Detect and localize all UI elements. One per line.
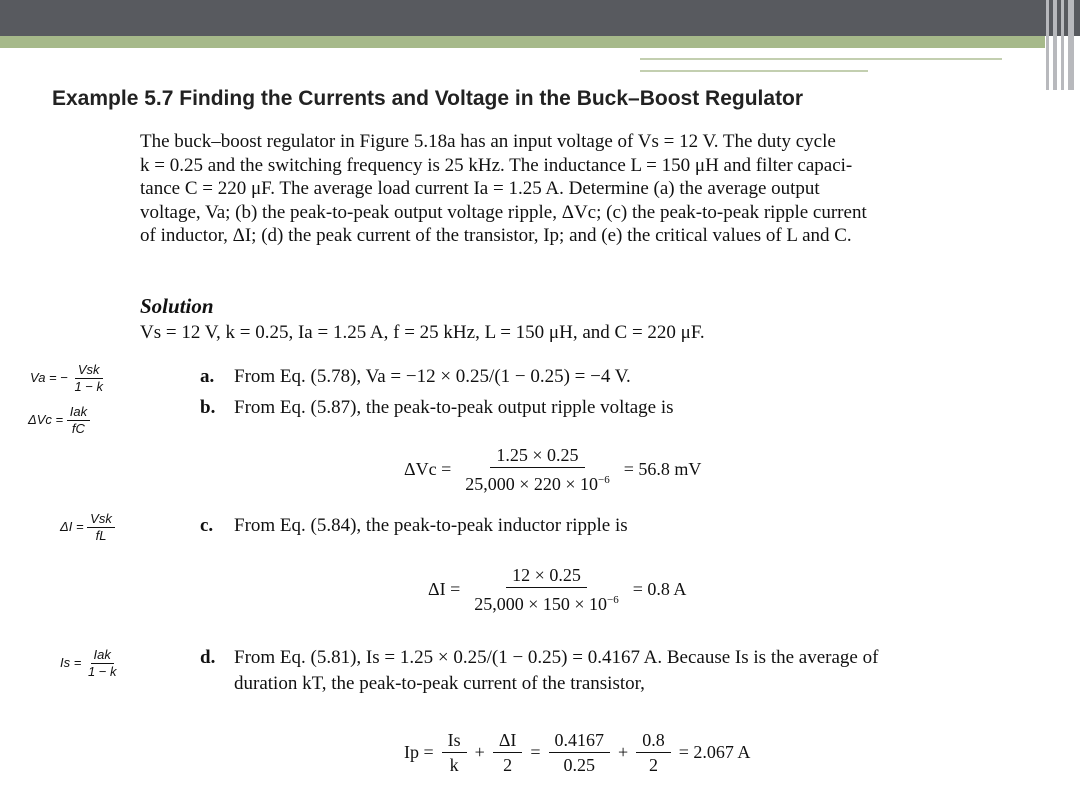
fraction: $\frac{Is}{k}$ — [442, 728, 467, 777]
eq-lhs: Ip = — [404, 742, 434, 762]
plus-sign: + — [474, 742, 485, 762]
problem-line: of inductor, ΔI; (d) the peak current of the transistor, Ip; and (e) the critical values of L and C. — [140, 225, 852, 246]
part-b — [200, 397, 674, 419]
ripple-voltage-equation — [400, 443, 705, 496]
problem-line: tance C = 220 μF. The average load current Ia = 1.25 A. Determine (a) the average output — [140, 178, 820, 199]
side-formula-dvc: ΔVc = $\frac{\text{Iak}}{fC}$ — [28, 404, 90, 437]
accent-line — [640, 58, 1002, 60]
part-a-text: From Eq. (5.78), Va = −12 × 0.25/(1 − 0.25) = −4 V. — [234, 366, 631, 387]
part-c — [200, 515, 628, 537]
denominator: $25,000 \times 220 \times 10^{-6}$ — [465, 474, 610, 494]
fraction: $\frac{\Delta I}{2}$ — [493, 728, 523, 777]
side-formula-is: Is = $\frac{\text{Iak}}{1 - k}$ — [60, 647, 117, 679]
denominator: $25,000 \times 150 \times 10^{-6}$ — [474, 594, 619, 614]
fraction: $\frac{0.4167}{0.25}$ — [549, 728, 611, 777]
slide-top-bar — [0, 0, 1080, 36]
problem-line: The buck–boost regulator in Figure 5.18a has an input voltage of Vs = 12 V. The duty cycle — [140, 131, 836, 152]
part-c-text: From Eq. (5.84), the peak-to-peak inductor ripple is — [234, 515, 628, 536]
side-formula-va: Va = − $\frac{\text{Vsk}}{1 - k}$ — [30, 362, 103, 394]
numerator: 12 × 0.25 — [506, 563, 587, 588]
equals-sign: = — [530, 742, 541, 762]
side-formula-di: ΔI = $\frac{\text{Vsk}}{fL}$ — [60, 511, 115, 544]
part-b-text: From Eq. (5.87), the peak-to-peak output ripple voltage is — [234, 397, 674, 418]
example-title: Example 5.7 Finding the Currents and Voltage in the Buck–Boost Regulator — [52, 87, 804, 110]
part-a — [200, 366, 631, 388]
problem-line: k = 0.25 and the switching frequency is 25 kHz. The inductance L = 150 μH and filter capaci- — [140, 154, 853, 176]
eq-lhs: ΔVc = — [404, 459, 452, 479]
peak-current-equation — [400, 728, 754, 777]
eq-result: = 0.8 A — [632, 579, 687, 599]
fraction: $\frac{0.8}{2}$ — [636, 728, 671, 777]
eq-result: = 2.067 A — [678, 742, 751, 762]
eq-lhs: ΔI = — [428, 579, 461, 599]
numerator: 1.25 × 0.25 — [490, 443, 584, 468]
part-d-line1: From Eq. (5.81), Is = 1.25 × 0.25/(1 − 0.25) = 0.4167 A. Because Is is the average of — [234, 647, 879, 668]
ripple-current-equation — [424, 563, 690, 616]
fraction — [459, 443, 616, 496]
given-values: Vs = 12 V, k = 0.25, Ia = 1.25 A, f = 25 kHz, L = 150 μH, and C = 220 μF. — [140, 322, 705, 343]
part-d — [200, 647, 878, 669]
part-c-label: c. — [200, 515, 214, 536]
solution-heading: Solution — [140, 294, 214, 318]
part-a-label: a. — [200, 366, 215, 387]
part-b-label: b. — [200, 397, 216, 418]
part-d-line2: duration kT, the peak-to-peak current of the transistor, — [234, 673, 645, 694]
accent-line — [640, 70, 868, 72]
fraction — [468, 563, 625, 616]
part-d-label: d. — [200, 647, 216, 668]
plus-sign: + — [618, 742, 629, 762]
problem-line: voltage, Va; (b) the peak-to-peak output voltage ripple, ΔVc; (c) the peak-to-peak ripple current — [140, 201, 867, 223]
eq-result: = 56.8 mV — [623, 459, 702, 479]
corner-stripes — [1042, 0, 1080, 90]
slide-accent-bar — [0, 36, 1045, 48]
problem-statement — [140, 130, 1045, 248]
